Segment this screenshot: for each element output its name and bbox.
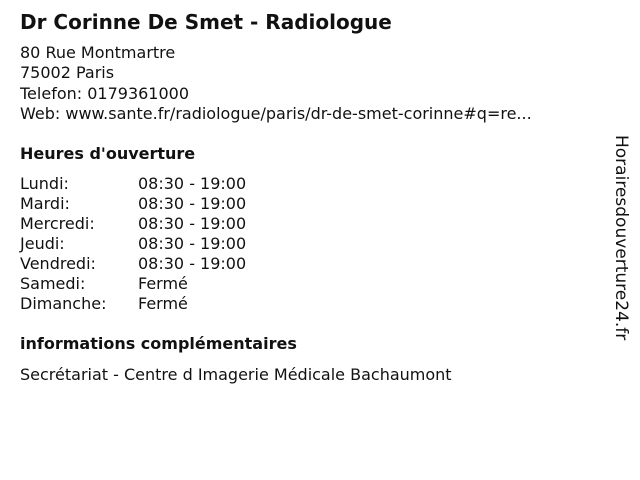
additional-info-text: Secrétariat - Centre d Imagerie Médicale Bachaumont	[20, 365, 452, 384]
time-value: 08:30 - 19:00	[138, 254, 247, 273]
day-label: Mercredi:	[20, 214, 95, 233]
time-value: 08:30 - 19:00	[138, 234, 247, 253]
day-label: Lundi:	[20, 174, 69, 193]
time-value: 08:30 - 19:00	[138, 214, 247, 233]
hours-row-saturday	[20, 274, 246, 294]
phone-number[interactable]: Telefon: 0179361000	[20, 84, 190, 103]
website-link[interactable]: Web: www.sante.fr/radiologue/paris/dr-de-smet-corinne#q=re...	[20, 104, 532, 123]
day-label: Dimanche:	[20, 294, 107, 313]
opening-hours-heading: Heures d'ouverture	[20, 144, 196, 163]
day-label: Mardi:	[20, 194, 70, 213]
hours-row-tuesday	[20, 194, 246, 214]
page-title: Dr Corinne De Smet - Radiologue	[20, 10, 392, 34]
time-value: Fermé	[138, 274, 188, 293]
site-watermark: Horairesdouverture24.fr	[611, 135, 631, 341]
hours-row-friday	[20, 254, 246, 274]
address-street: 80 Rue Montmartre	[20, 43, 176, 62]
day-label: Jeudi:	[20, 234, 65, 253]
additional-info-heading: informations complémentaires	[20, 334, 297, 353]
day-label: Samedi:	[20, 274, 86, 293]
address-city: 75002 Paris	[20, 63, 115, 82]
time-value: Fermé	[138, 294, 188, 313]
day-label: Vendredi:	[20, 254, 96, 273]
hours-row-monday	[20, 174, 246, 194]
time-value: 08:30 - 19:00	[138, 194, 247, 213]
hours-row-wednesday	[20, 214, 246, 234]
time-value: 08:30 - 19:00	[138, 174, 247, 193]
hours-row-sunday	[20, 294, 246, 314]
hours-row-thursday	[20, 234, 246, 254]
opening-hours-table	[20, 174, 246, 314]
